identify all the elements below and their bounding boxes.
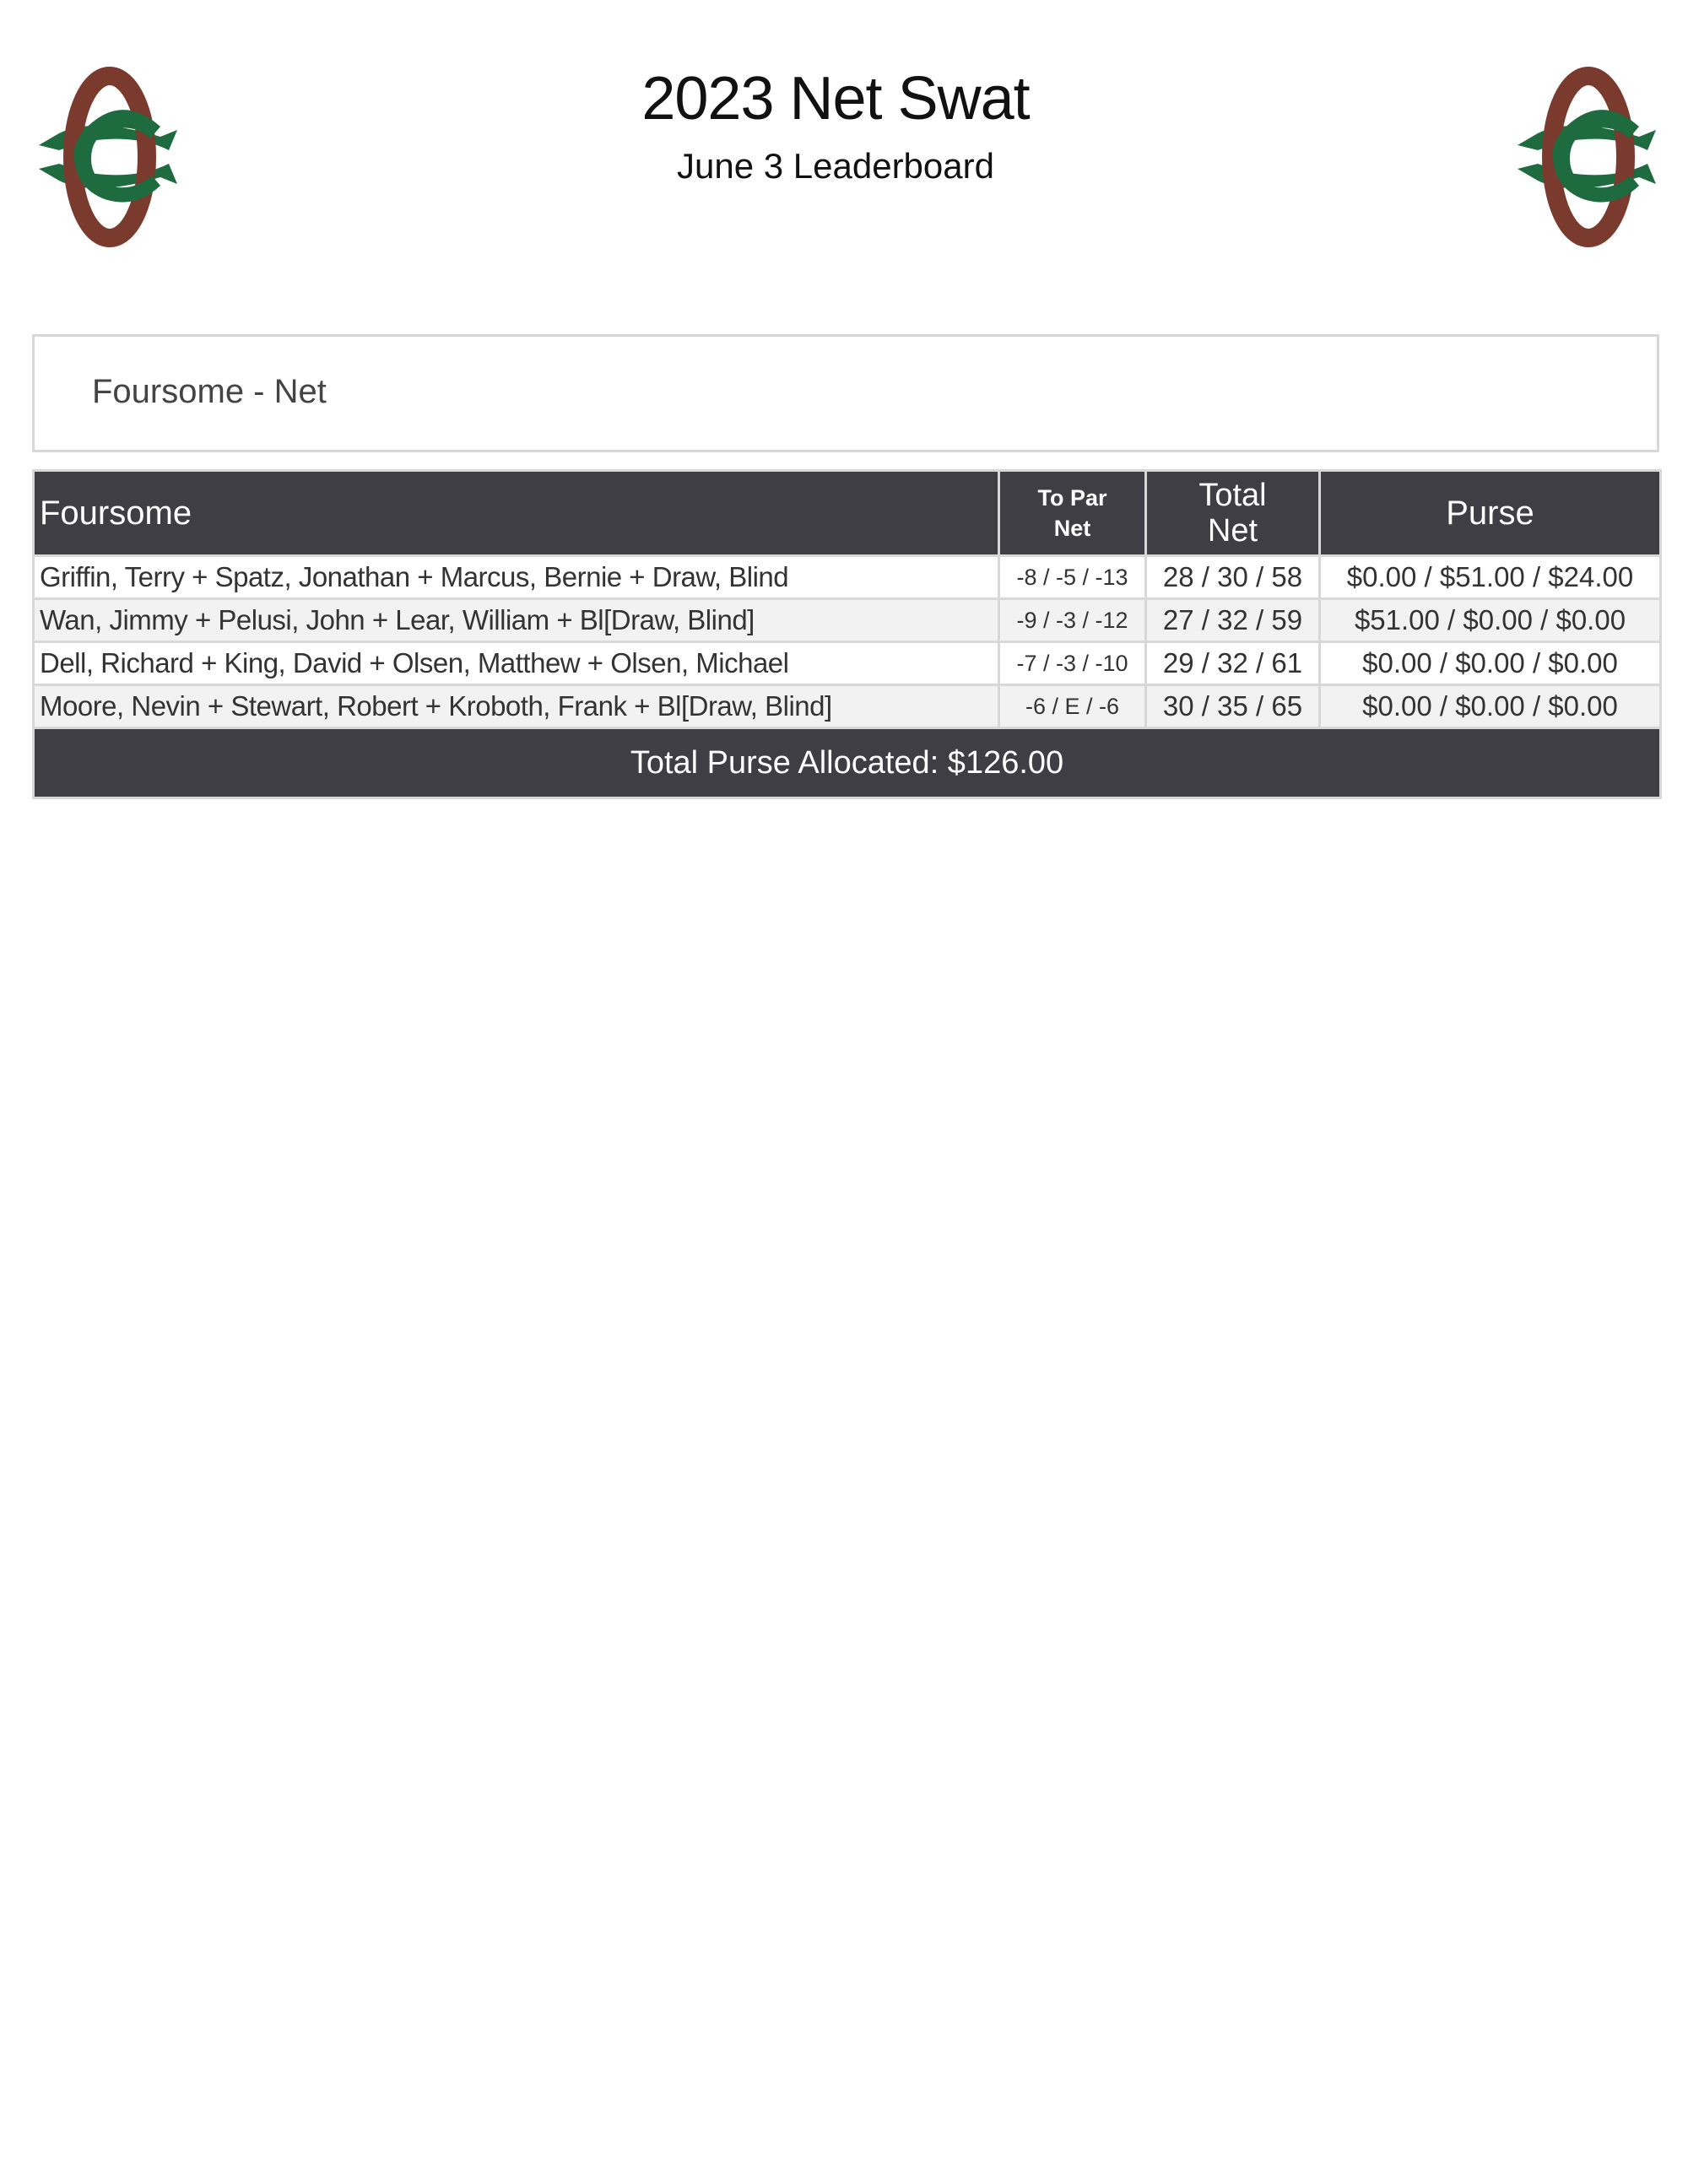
total-purse-allocated: Total Purse Allocated: $126.00 — [34, 728, 1661, 798]
section-header-box — [32, 334, 1659, 452]
row-names: Wan, Jimmy + Pelusi, John + Lear, William + Bl[Draw, Blind] — [34, 599, 999, 642]
row-purse: $0.00 / $0.00 / $0.00 — [1320, 685, 1661, 728]
row-names: Griffin, Terry + Spatz, Jonathan + Marcus, Bernie + Draw, Blind — [34, 556, 999, 599]
row-purse: $51.00 / $0.00 / $0.00 — [1320, 599, 1661, 642]
page-title: 2023 Net Swat — [641, 65, 1030, 132]
column-header-to-par-net — [999, 471, 1146, 556]
column-header-total-net — [1146, 471, 1320, 556]
row-purse: $0.00 / $0.00 / $0.00 — [1320, 642, 1661, 685]
column-header-to-par-line1: To Par — [1037, 485, 1107, 511]
column-header-total-line2: Net — [1207, 513, 1258, 549]
table-header-row — [34, 471, 1661, 556]
table-row — [34, 599, 1661, 642]
row-names: Moore, Nevin + Stewart, Robert + Kroboth, Frank + Bl[Draw, Blind] — [34, 685, 999, 728]
table-footer-row — [34, 728, 1661, 798]
row-to-par: -8 / -5 / -13 — [999, 556, 1146, 599]
column-header-total-line1: Total — [1198, 478, 1267, 513]
row-names: Dell, Richard + King, David + Olsen, Matthew + Olsen, Michael — [34, 642, 999, 685]
row-purse: $0.00 / $51.00 / $24.00 — [1320, 556, 1661, 599]
row-to-par: -9 / -3 / -12 — [999, 599, 1146, 642]
section-title: Foursome - Net — [92, 373, 327, 410]
row-to-par: -6 / E / -6 — [999, 685, 1146, 728]
row-total-net: 27 / 32 / 59 — [1146, 599, 1320, 642]
row-total-net: 28 / 30 / 58 — [1146, 556, 1320, 599]
table-row — [34, 685, 1661, 728]
table-row — [34, 556, 1661, 599]
row-total-net: 30 / 35 / 65 — [1146, 685, 1320, 728]
column-header-purse: Purse — [1320, 471, 1661, 556]
column-header-foursome: Foursome — [34, 471, 999, 556]
row-to-par: -7 / -3 / -10 — [999, 642, 1146, 685]
page-subtitle: June 3 Leaderboard — [677, 146, 994, 186]
leaderboard-table — [32, 469, 1662, 799]
column-header-to-par-line2: Net — [1053, 516, 1091, 541]
table-row — [34, 642, 1661, 685]
row-total-net: 29 / 32 / 61 — [1146, 642, 1320, 685]
